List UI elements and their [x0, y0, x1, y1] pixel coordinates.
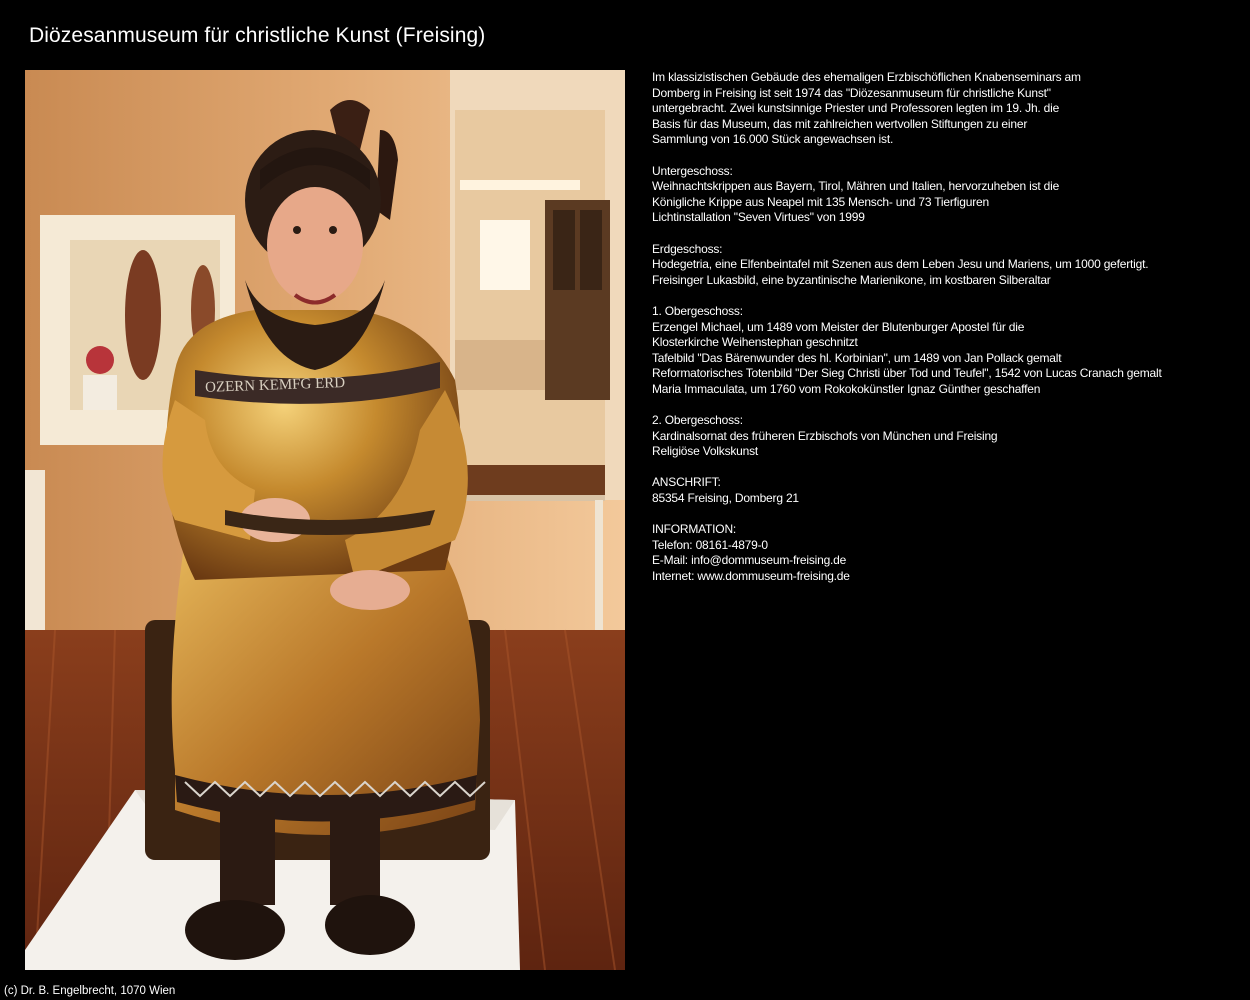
section-heading: Erdgeschoss:: [652, 241, 723, 256]
intro-line: Basis für das Museum, das mit zahlreichen wertvollen Stiftungen zu einer: [652, 116, 1028, 131]
section-line: Königliche Krippe aus Neapel mit 135 Mensch- und 73 Tierfiguren: [652, 194, 989, 209]
section-information: [652, 522, 1232, 584]
section-anschrift: [652, 475, 1232, 506]
intro-line: untergebracht. Zwei kunstsinnige Priester und Professoren legten im 19. Jh. die: [652, 101, 1060, 116]
intro-line: Im klassizistischen Gebäude des ehemaligen Erzbischöflichen Knabenseminars am: [652, 70, 1081, 84]
page-title: Diözesanmuseum für christliche Kunst (Freising): [29, 24, 486, 47]
section-erdgeschoss: [652, 242, 1232, 289]
sculpture-banner-text: OZERN KEMFG ERD: [204, 374, 346, 396]
address-line: 85354 Freising, Domberg 21: [652, 491, 799, 506]
phone-line: Telefon: 08161-4879-0: [652, 537, 768, 552]
website-line: Internet: www.dommuseum-freising.de: [652, 569, 850, 583]
intro-line: Sammlung von 16.000 Stück angewachsen ist.: [652, 132, 894, 147]
copyright-notice: (c) Dr. B. Engelbrecht, 1070 Wien: [4, 985, 176, 997]
section-line: Lichtinstallation "Seven Virtues" von 1999: [652, 210, 865, 225]
section-line: Hodegetria, eine Elfenbeintafel mit Szenen aus dem Leben Jesu und Mariens, um 1000 gefertigt.: [652, 257, 1149, 272]
section-heading: INFORMATION:: [652, 522, 737, 537]
museum-info: [652, 70, 1232, 600]
museum-photo: [25, 70, 625, 970]
section-heading: Untergeschoss:: [652, 163, 733, 178]
section-line: Klosterkirche Weihenstephan geschnitzt: [652, 335, 858, 350]
section-line: Weihnachtskrippen aus Bayern, Tirol, Mähren und Italien, hervorzuheben ist die: [652, 179, 1060, 194]
section-line: Tafelbild "Das Bärenwunder des hl. Korbinian", um 1489 von Jan Pollack gemalt: [652, 350, 1062, 365]
section-line: Freisinger Lukasbild, eine byzantinische Marienikone, im kostbaren Silberaltar: [652, 272, 1051, 287]
section-line: Maria Immaculata, um 1760 vom Rokokokünstler Ignaz Günther geschaffen: [652, 381, 1041, 396]
section-line: Kardinalsornat des früheren Erzbischofs von München und Freising: [652, 428, 998, 443]
section-heading: 2. Obergeschoss:: [652, 413, 743, 428]
section-line: Erzengel Michael, um 1489 vom Meister der Blutenburger Apostel für die: [652, 319, 1025, 334]
section-obergeschoss-1: [652, 304, 1232, 398]
section-line: Reformatorisches Totenbild "Der Sieg Christi über Tod und Teufel", 1542 von Lucas Cranach gemalt: [652, 366, 1162, 381]
section-line: Religiöse Volkskunst: [652, 444, 759, 459]
intro-paragraph: [652, 70, 1232, 148]
intro-line: Domberg in Freising ist seit 1974 das "Diözesanmuseum für christliche Kunst": [652, 85, 1051, 100]
section-heading: 1. Obergeschoss:: [652, 303, 743, 318]
section-obergeschoss-2: [652, 413, 1232, 460]
email-line: E-Mail: info@dommuseum-freising.de: [652, 553, 847, 568]
section-untergeschoss: [652, 164, 1232, 226]
section-heading: ANSCHRIFT:: [652, 475, 721, 490]
